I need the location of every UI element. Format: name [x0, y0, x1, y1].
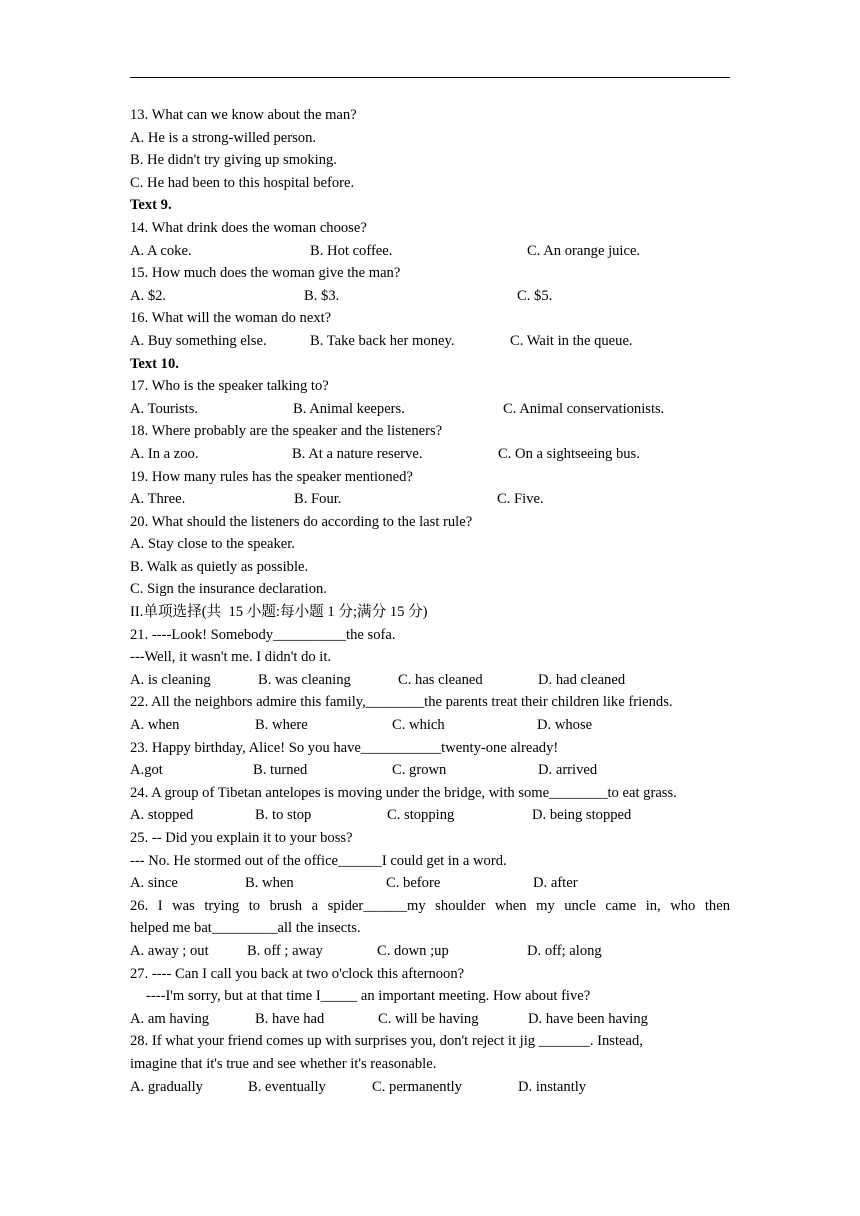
- q20-option-b: B. Walk as quietly as possible.: [130, 558, 309, 575]
- q15-option-a: A. $2.: [130, 287, 167, 304]
- q25-option-a: A. since: [130, 875, 178, 892]
- q28-stem-continued: imagine that it's true and see whether it's reasonable.: [130, 1055, 437, 1072]
- exam-page: [130, 104, 730, 1098]
- q22-option-c: C. which: [392, 717, 445, 734]
- q19-option-b: B. Four.: [294, 491, 342, 508]
- q25-option-b: B. when: [245, 875, 294, 892]
- q14-option-a: A. A coke.: [130, 242, 192, 259]
- q23-stem: 23. Happy birthday, Alice! So you have___________twenty-one already!: [130, 739, 559, 756]
- q18-option-a: A. In a zoo.: [130, 445, 199, 462]
- q27-options: [130, 1008, 730, 1031]
- q27-stem-continued: ----I'm sorry, but at that time I_____ an important meeting. How about five?: [146, 988, 591, 1005]
- q14-options: [130, 240, 730, 263]
- q24-stem: 24. A group of Tibetan antelopes is moving under the bridge, with some________to eat grass.: [130, 784, 677, 801]
- q19-option-a: A. Three.: [130, 491, 186, 508]
- q17-option-a: A. Tourists.: [130, 400, 199, 417]
- q13-stem: 13. What can we know about the man?: [130, 107, 357, 123]
- text9-heading: Text 9.: [130, 197, 172, 214]
- q25-option-d: D. after: [533, 875, 578, 892]
- q13-option-a: A. He is a strong-willed person.: [130, 129, 317, 146]
- q14-option-c: C. An orange juice.: [527, 242, 641, 259]
- q20-stem: 20. What should the listeners do according to the last rule?: [130, 513, 473, 530]
- q25-stem: 25. -- Did you explain it to your boss?: [130, 830, 353, 846]
- q23-option-c: C. grown: [392, 762, 447, 779]
- q18-stem: 18. Where probably are the speaker and the listeners?: [130, 423, 443, 440]
- q14-option-b: B. Hot coffee.: [310, 242, 393, 259]
- q23-options: [130, 759, 730, 782]
- q23-option-d: D. arrived: [538, 762, 598, 779]
- q17-stem: 17. Who is the speaker talking to?: [130, 378, 329, 395]
- section-2-heading: II.单项选择(共 15 小题:每小题 1 分;满分 15 分): [130, 604, 428, 621]
- q20-option-a: A. Stay close to the speaker.: [130, 536, 295, 553]
- q21-option-a: A. is cleaning: [130, 671, 211, 688]
- q21-stem: 21. ----Look! Somebody__________the sofa.: [130, 626, 396, 643]
- q28-options: [130, 1076, 730, 1099]
- q22-options: [130, 714, 730, 737]
- header-rule: [130, 77, 730, 78]
- q17-option-c: C. Animal conservationists.: [503, 400, 665, 417]
- q28-option-a: A. gradually: [130, 1078, 203, 1095]
- q20-option-c: C. Sign the insurance declaration.: [130, 581, 327, 598]
- q26-option-a: A. away ; out: [130, 942, 209, 959]
- q27-option-b: B. have had: [255, 1010, 325, 1027]
- q26-option-c: C. down ;up: [377, 942, 449, 959]
- q21-option-d: D. had cleaned: [538, 671, 626, 688]
- q22-option-b: B. where: [255, 717, 308, 734]
- q24-option-c: C. stopping: [387, 807, 455, 824]
- q26-options: [130, 940, 730, 963]
- q22-stem: 22. All the neighbors admire this family,________the parents treat their children like friends.: [130, 694, 673, 711]
- q16-option-b: B. Take back her money.: [310, 332, 455, 349]
- q21-options: [130, 669, 730, 692]
- q25-option-c: C. before: [386, 875, 441, 892]
- q18-option-c: C. On a sightseeing bus.: [498, 445, 640, 462]
- q26-stem-continued: helped me bat_________all the insects.: [130, 920, 361, 937]
- q15-option-b: B. $3.: [304, 287, 340, 304]
- q25-options: [130, 872, 730, 895]
- q26-option-b: B. off ; away: [247, 942, 323, 959]
- q21-option-c: C. has cleaned: [398, 671, 483, 688]
- q14-stem: 14. What drink does the woman choose?: [130, 219, 367, 236]
- q24-option-b: B. to stop: [255, 807, 312, 824]
- q28-option-d: D. instantly: [518, 1078, 587, 1095]
- q24-option-d: D. being stopped: [532, 807, 632, 824]
- q21-stem-continued: ---Well, it wasn't me. I didn't do it.: [130, 649, 332, 666]
- q18-options: [130, 443, 730, 466]
- q19-options: [130, 488, 730, 511]
- q23-option-a: A.got: [130, 762, 163, 779]
- q13-option-c: C. He had been to this hospital before.: [130, 174, 355, 191]
- q19-stem: 19. How many rules has the speaker mentioned?: [130, 468, 413, 485]
- q19-option-c: C. Five.: [497, 491, 544, 508]
- q22-option-a: A. when: [130, 717, 180, 734]
- q16-option-a: A. Buy something else.: [130, 332, 267, 349]
- q17-option-b: B. Animal keepers.: [293, 400, 405, 417]
- q16-option-c: C. Wait in the queue.: [510, 332, 633, 349]
- q13-option-b: B. He didn't try giving up smoking.: [130, 152, 337, 169]
- q28-stem: 28. If what your friend comes up with surprises you, don't reject it jig _______. Instead,: [130, 1033, 643, 1050]
- q23-option-b: B. turned: [253, 762, 308, 779]
- q22-option-d: D. whose: [537, 717, 593, 734]
- q27-option-d: D. have been having: [528, 1010, 648, 1027]
- q15-option-c: C. $5.: [517, 287, 553, 304]
- q15-stem: 15. How much does the woman give the man?: [130, 265, 401, 282]
- q26-stem: 26. I was trying to brush a spider______my shoulder when my uncle came in, who then: [130, 897, 730, 914]
- q18-option-b: B. At a nature reserve.: [292, 445, 423, 462]
- q27-option-a: A. am having: [130, 1010, 210, 1027]
- q21-option-b: B. was cleaning: [258, 671, 351, 688]
- q15-options: [130, 285, 730, 308]
- q16-options: [130, 330, 730, 353]
- q28-option-b: B. eventually: [248, 1078, 326, 1095]
- q27-option-c: C. will be having: [378, 1010, 479, 1027]
- q25-stem-continued: --- No. He stormed out of the office______I could get in a word.: [130, 852, 507, 869]
- q16-stem: 16. What will the woman do next?: [130, 310, 332, 327]
- q24-option-a: A. stopped: [130, 807, 194, 824]
- q17-options: [130, 398, 730, 421]
- q26-option-d: D. off; along: [527, 942, 602, 959]
- q27-stem: 27. ---- Can I call you back at two o'clock this afternoon?: [130, 965, 465, 982]
- text10-heading: Text 10.: [130, 355, 179, 372]
- q24-options: [130, 804, 730, 827]
- q28-option-c: C. permanently: [372, 1078, 462, 1095]
